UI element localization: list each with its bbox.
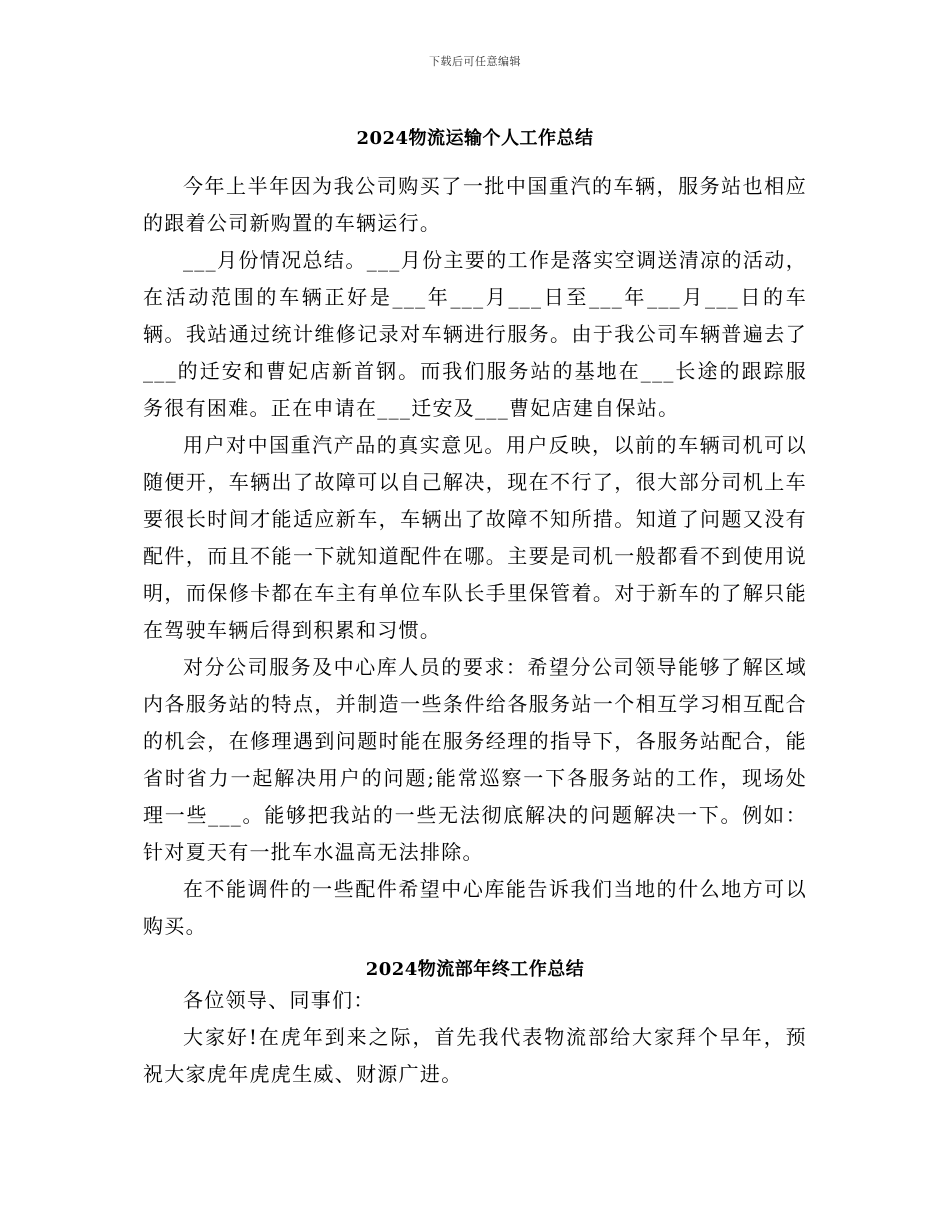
section-1-title: 2024物流运输个人工作总结	[356, 128, 594, 149]
section-1-paragraph: ___月份情况总结。___月份主要的工作是落实空调送清凉的活动，在活动范围的车辆正好是___年___月___日至___年___月___日的车辆。我站通过统计维修记录对车辆进行服务。由于我公司车辆普遍去了___的迁安和曹妃店新首钢。而我们服务站的基地在___长途的跟踪服务很有困难。正在申请在___迁安及___曹妃店建自保站。	[143, 248, 807, 420]
section-1-paragraph: 今年上半年因为我公司购买了一批中国重汽的车辆，服务站也相应的跟着公司新购置的车辆运行。	[143, 174, 807, 235]
section-2-paragraph: 各位领导、同事们：	[183, 988, 375, 1012]
section-1-paragraph: 对分公司服务及中心库人员的要求：希望分公司领导能够了解区域内各服务站的特点，并制造一些条件给各服务站一个相互学习相互配合的机会，在修理遇到问题时能在服务经理的指导下，各服务站配合，能省时省力一起解决用户的问题;能常巡察一下各服务站的工作，现场处理一些___。能够把我站的一些无法彻底解决的问题解决一下。例如：针对夏天有一批车水温高无法排除。	[143, 655, 807, 864]
section-2-body	[143, 982, 807, 1093]
section-2-title: 2024物流部年终工作总结	[365, 959, 585, 980]
section-1-body	[143, 168, 807, 945]
header-note: 下载后可任意编辑	[429, 55, 521, 68]
section-1-paragraph: 在不能调件的一些配件希望中心库能告诉我们当地的什么地方可以购买。	[143, 877, 807, 938]
section-1-paragraph: 用户对中国重汽产品的真实意见。用户反映，以前的车辆司机可以随便开，车辆出了故障可以自己解决，现在不行了，很大部分司机上车要很长时间才能适应新车，车辆出了故障不知所措。知道了问题又没有配件，而且不能一下就知道配件在哪。主要是司机一般都看不到使用说明，而保修卡都在车主有单位车队长手里保管着。对于新车的了解只能在驾驶车辆后得到积累和习惯。	[143, 433, 807, 642]
section-2-paragraph: 大家好!在虎年到来之际，首先我代表物流部给大家拜个早年，预祝大家虎年虎虎生威、财源广进。	[143, 1025, 807, 1086]
